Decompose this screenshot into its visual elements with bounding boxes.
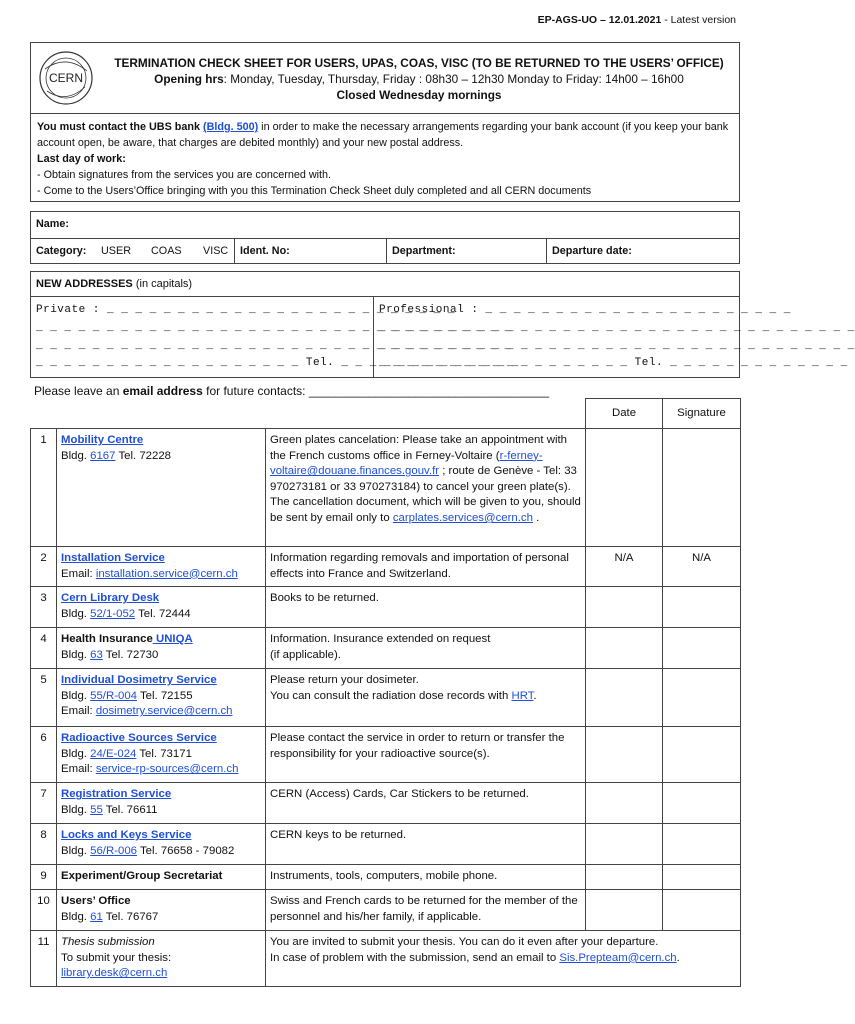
new-addresses-box [30, 271, 855, 378]
signature-cell[interactable] [663, 824, 741, 865]
date-cell[interactable]: N/A [586, 547, 663, 587]
signature-cell[interactable] [663, 587, 741, 628]
date-cell[interactable] [586, 429, 663, 547]
header-box [30, 42, 740, 114]
building-link[interactable]: 61 [90, 910, 103, 923]
signature-column-header: Signature [663, 399, 741, 429]
professional-address-line[interactable]: Professional : _ _ _ _ _ _ _ _ _ _ _ _ _ _ _ _ _ _ _ _ _ _ [379, 304, 791, 316]
cern-logo [37, 49, 95, 107]
addresses-heading: NEW ADDRESSES (in capitals) [36, 278, 193, 290]
signature-cell[interactable] [663, 890, 741, 931]
table-row: 10 Users’ Office Bldg. 61 Tel. 76767 Swiss and French cards to be returned for the member of the personnel and his/her family, if applicable. [31, 890, 741, 931]
category-cell[interactable]: Category: USER COAS VISC [31, 239, 235, 264]
date-cell[interactable] [586, 727, 663, 783]
signature-cell[interactable] [663, 669, 741, 727]
date-cell[interactable] [586, 890, 663, 931]
building-link[interactable]: 6167 [90, 449, 116, 462]
private-address-line[interactable]: _ _ _ _ _ _ _ _ _ _ _ _ _ _ _ _ _ _ _ _ _ _ _ _ _ _ _ _ _ _ _ _ _ _ [36, 340, 512, 352]
signature-cell[interactable] [663, 628, 741, 669]
email-link[interactable]: library.desk@cern.ch [61, 967, 168, 980]
building-link[interactable]: 55 [90, 803, 103, 816]
email-link[interactable]: installation.service@cern.ch [95, 567, 238, 580]
professional-tel-line[interactable]: _ _ _ _ _ _ _ _ _ _ _ _ _ _ _ _ _ _ Tel. _ _ _ _ _ _ _ _ _ _ _ _ _ [379, 357, 848, 369]
department-field[interactable]: Department: [387, 239, 547, 264]
professional-address-line[interactable]: _ _ _ _ _ _ _ _ _ _ _ _ _ _ _ _ _ _ _ _ _ _ _ _ _ _ _ _ _ _ _ _ _ _ [379, 322, 855, 334]
instructions-box: You must contact the UBS bank (Bldg. 500) in order to make the necessary arrangements regarding your bank account (if you keep your bank account open, be aware, that charges are debited monthly) and your new postal address. Last day of work: - Obtain signatures from the services you are concerned with. - Come to the Users’Office bringing with you this Termination Check Sheet duly completed and all CERN documents [30, 114, 740, 202]
instruction-item: - Obtain signatures from the services you are concerned with. [37, 169, 332, 181]
instruction-item: - Come to the Users’Office bringing with you this Termination Check Sheet duly completed and all CERN documents [37, 185, 592, 197]
hrt-link[interactable]: HRT [511, 689, 534, 702]
professional-address-line[interactable]: _ _ _ _ _ _ _ _ _ _ _ _ _ _ _ _ _ _ _ _ _ _ _ _ _ _ _ _ _ _ _ _ _ _ [379, 340, 855, 352]
date-cell[interactable] [586, 824, 663, 865]
name-row[interactable] [31, 212, 739, 239]
building-link[interactable]: 63 [90, 648, 103, 661]
svg-text:CERN: CERN [48, 71, 84, 85]
header-title-block [103, 55, 735, 103]
signature-cell[interactable] [663, 783, 741, 824]
departure-date-field[interactable]: Departure date: [552, 245, 632, 257]
service-link[interactable]: Locks and Keys Service [61, 829, 192, 842]
building-link[interactable]: 56/R-006 [90, 844, 137, 857]
date-cell[interactable] [586, 587, 663, 628]
service-link[interactable]: Registration Service [61, 788, 172, 801]
table-row: 6 Radioactive Sources Service Bldg. 24/E-024 Tel. 73171 Email: service-rp-sources@cern.ch Please contact the service in order to return or transfer the responsibility for your radioactive source(s). [31, 727, 741, 783]
category-coas[interactable]: COAS [151, 245, 182, 257]
ident-no-field[interactable]: Ident. No: [235, 239, 387, 264]
name-label: Name: [36, 218, 70, 230]
service-link[interactable]: Installation Service [61, 552, 165, 564]
table-row: 2 Installation Service Email: installation.service@cern.ch Information regarding removals and importation of personal effects into France and Switzerland. N/A N/A [31, 547, 741, 587]
building-link[interactable]: 52/1-052 [90, 607, 136, 620]
email-link[interactable]: r-ferney-voltaire@douane.finances.gouv.fr [270, 449, 543, 478]
signature-cell[interactable]: N/A [663, 547, 741, 587]
closed-notice: Closed Wednesday mornings [336, 88, 502, 102]
private-address-line[interactable]: _ _ _ _ _ _ _ _ _ _ _ _ _ _ _ _ _ _ _ _ _ _ _ _ _ _ _ _ _ _ _ _ _ _ [36, 322, 512, 334]
page-title: TERMINATION CHECK SHEET FOR USERS, UPAS, COAS, VISC (TO BE RETURNED TO THE USERS’ OFFICE) [114, 56, 724, 70]
private-tel-line[interactable]: _ _ _ _ _ _ _ _ _ _ _ _ _ _ _ _ _ _ _ Tel. _ _ _ _ _ _ _ _ _ _ _ _ _ [36, 357, 519, 369]
date-cell[interactable] [586, 783, 663, 824]
email-link[interactable]: carplates.services@cern.ch [392, 511, 533, 524]
table-row: 3 Cern Library Desk Bldg. 52/1-052 Tel. 72444 Books to be returned. [31, 587, 741, 628]
service-link[interactable]: UNIQA [152, 633, 193, 646]
table-row: 5 Individual Dosimetry Service Bldg. 55/R-004 Tel. 72155 Email: dosimetry.service@cern.ch Please return your dosimeter. You can consult the radiation dose records with HRT. [31, 669, 741, 727]
service-link[interactable]: Individual Dosimetry Service [61, 674, 217, 687]
email-link[interactable]: dosimetry.service@cern.ch [95, 705, 233, 718]
last-day-heading: Last day of work: [37, 153, 126, 165]
signature-cell[interactable] [663, 727, 741, 783]
document-reference: EP-AGS-UO – 12.01.2021 - Latest version [537, 14, 736, 26]
service-link[interactable]: Radioactive Sources Service [61, 732, 217, 745]
private-address-line[interactable]: Private : _ _ _ _ _ _ _ _ _ _ _ _ _ _ _ _ _ _ _ _ _ _ _ _ _ [36, 304, 455, 316]
bank-building-link[interactable]: (Bldg. 500) [202, 121, 259, 133]
service-link[interactable]: Mobility Centre [61, 434, 144, 446]
service-link[interactable]: Cern Library Desk [61, 592, 160, 605]
table-row: 11 Thesis submission To submit your thesis: library.desk@cern.ch You are invited to submit your thesis. You can do it even after your departure. In case of problem with the submission, send an email to Sis.Prepteam@cern.ch. [31, 931, 741, 987]
table-row: 1 Mobility Centre Bldg. 6167 Tel. 72228 Green plates cancelation: Please take an appointment with the French customs office in Ferney-Voltaire (r-ferney-voltaire@douane.finances.gouv.fr ; route de Genève - Tel: 33 970273181 or 33 970273184) to cancel your green plate(s). The cancellation document, which will be given to you, should be sent by email only to carplates.services@cern.ch . [31, 429, 741, 547]
building-link[interactable]: 55/R-004 [90, 689, 137, 702]
services-table [30, 398, 741, 987]
date-column-header: Date [586, 399, 663, 429]
email-link[interactable]: Sis.Prepteam@cern.ch [559, 951, 677, 964]
date-cell[interactable] [586, 628, 663, 669]
table-row: 7 Registration Service Bldg. 55 Tel. 76611 CERN (Access) Cards, Car Stickers to be returned. [31, 783, 741, 824]
date-cell[interactable] [586, 865, 663, 890]
email-link[interactable]: service-rp-sources@cern.ch [95, 763, 239, 776]
signature-cell[interactable] [663, 865, 741, 890]
building-link[interactable]: 24/E-024 [90, 747, 137, 760]
opening-hours: Opening hrs: Monday, Tuesday, Thursday, Friday : 08h30 – 12h30 Monday to Friday: 14h00 – 16h00 [154, 72, 684, 86]
table-row: 9 Experiment/Group Secretariat Instruments, tools, computers, mobile phone. [31, 865, 741, 890]
category-visc[interactable]: VISC [203, 245, 229, 257]
date-cell[interactable] [586, 669, 663, 727]
signature-cell[interactable] [663, 429, 741, 547]
category-user[interactable]: USER [101, 245, 131, 257]
email-prompt[interactable]: Please leave an email address for future contacts: ____________________________________ [34, 384, 550, 398]
table-row: 4 Health Insurance UNIQA Bldg. 63 Tel. 72730 Information. Insurance extended on request (if applicable). [31, 628, 741, 669]
identity-table [30, 211, 740, 264]
table-row: 8 Locks and Keys Service Bldg. 56/R-006 Tel. 76658 - 79082 CERN keys to be returned. [31, 824, 741, 865]
